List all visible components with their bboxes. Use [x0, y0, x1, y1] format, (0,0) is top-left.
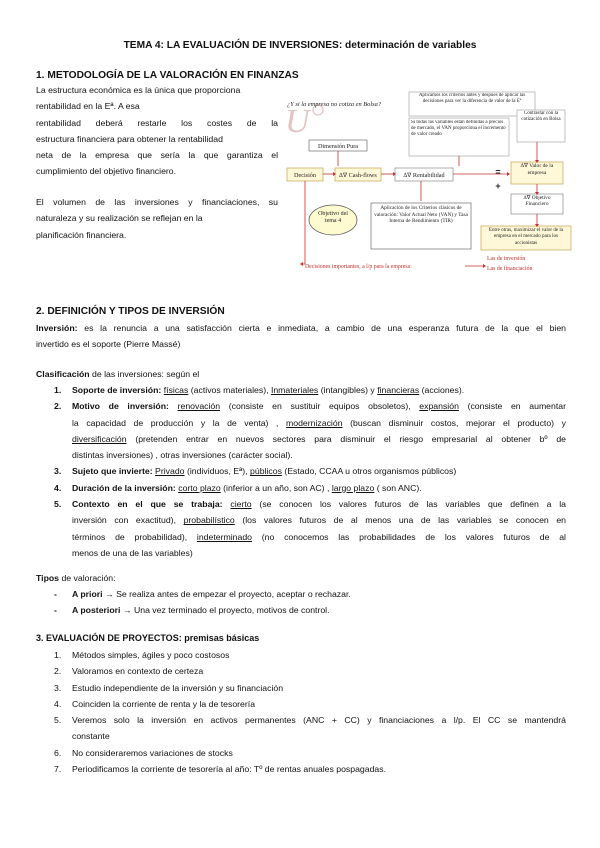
list-item: 4. Coinciden la corriente de renta y la de tesorería: [54, 698, 256, 709]
clasificacion-list: [54, 382, 566, 561]
watermark-logo: [285, 103, 323, 140]
financiacion-text: Las de financiación: [487, 266, 533, 272]
clasificacion-text: de las inversiones: según el: [92, 369, 200, 379]
list-item: 2. Motivo de inversión: renovación (consiste en sustituir equipos obsoletos), expansión (consiste en aumentar la capacidad de producción y la de venta) , modernización (buscan disminuir costos, mejorar el producto) y diversificación (pretenden entrar en nuevos sectores para disminuir el riesgo empresarial al obtener bº de distintas inversiones) , otras inversiones (carácter social).: [54, 401, 566, 461]
methodology-diagram: [285, 90, 575, 275]
page-title: TEMA 4: LA EVALUACIÓN DE INVERSIONES: determinación de variables: [123, 40, 477, 51]
decisiones-text: Decisiones importantes, a l/p para la empresa:: [305, 264, 412, 270]
s1-line: rentabilidad deberá restarle los costes de la: [36, 117, 278, 128]
top-box-text: Aplicamos los criterios antes y después de aplicar las decisiones para ver la diferencia de valor de la Eª: [418, 93, 526, 104]
question-text: ¿Y si la empresa no cotiza en Bolsa?: [287, 101, 382, 108]
section-1-paragraph: [36, 82, 278, 180]
s1-line: cumplimiento del objetivo financiero.: [36, 166, 177, 177]
list-item: 4. Duración de la inversión: corto plazo (inferior a un año, son AC) , largo plazo ( son ANC).: [54, 482, 422, 493]
list-item: 1. Soporte de inversión: físicas (activos materiales), Inmateriales (intangibles) y financieras (acciones).: [54, 385, 465, 395]
decision-box: Decisión: [294, 172, 316, 179]
svg-text:U: U: [285, 103, 310, 140]
s1-line: El volumen de las inversiones y financiaciones, su: [36, 197, 278, 207]
section-1-heading: 1. METODOLOGÍA DE LA VALORACIÓN EN FINANZAS: [36, 70, 299, 81]
inversion-label: Inversión:: [36, 323, 78, 333]
list-item: 7. Periodificamos la corriente de tesorería al año: Tº de rentas anuales pospagadas.: [54, 764, 387, 775]
inversion-text: Las de inversión: [487, 256, 526, 262]
list-item: 1. Métodos simples, ágiles y poco costosos: [54, 650, 230, 660]
tipos-intro: [36, 570, 566, 586]
plus-sign: +: [495, 181, 501, 191]
inversion-text: es la renuncia a una satisfacción cierta e inmediata, a cambio de una esperanza futura de la que el bien: [84, 323, 566, 333]
si-todas-text: Si todas las variables están definidas a precios de mercado, el VAN proporciona el incremento de valor creado: [411, 120, 506, 137]
objetivo-tema-text: Objetivo del tema 4: [318, 211, 348, 224]
s1-line: rentabilidad en la Eª. A esa: [36, 101, 140, 112]
s1-line: planificación financiera.: [36, 229, 127, 240]
list-item: 5. Veremos solo la inversión en activos permanentes (ANC + CC) y financiaciones a l/p. El CC se mantendrá constante: [54, 715, 566, 742]
section-2-heading: 2. DEFINICIÓN Y TIPOS DE INVERSIÓN: [36, 306, 225, 317]
s1-line: La estructura económica es la única que proporciona: [36, 85, 241, 95]
clasificacion-intro: [36, 366, 566, 382]
s1-line: naturaleza y su realización se reflejan en la: [36, 213, 203, 224]
premisas-list: [54, 647, 566, 777]
contrastar-text: Contrastar con la cotización en Bolsa: [521, 111, 561, 122]
inversion-definition: [36, 320, 566, 353]
list-item: 3. Estudio independiente de la inversión y su financiación: [54, 682, 284, 693]
section-1-paragraph-2: [36, 194, 278, 243]
rentabilidad-box: ∆∇ Rentabilidad: [403, 172, 445, 179]
cash-flows-box: ∆∇ Cash-flows: [339, 172, 377, 179]
list-item: - A priori → Se realiza antes de empezar el proyecto, aceptar o rechazar.: [54, 589, 351, 599]
list-item: 2. Valoramos en contexto de certeza: [54, 666, 204, 677]
list-item: - A posteriori → Una vez terminado el proyecto, motivos de control.: [54, 605, 330, 616]
objetivo-financiero-text: ∆∇ Objetivo Financiero: [523, 195, 551, 208]
s1-line: estructura financiera para obtener la rentabilidad: [36, 133, 223, 144]
tipos-text: de valoración:: [61, 573, 116, 583]
list-item: 6. No consideraremos variaciones de stocks: [54, 747, 233, 758]
dimension-pura: Dimensión Pura: [317, 143, 359, 150]
s1-line: neta de la empresa que sería la que garantiza el: [36, 150, 278, 161]
aplicacion-text: Aplicación de los Criterios clásicos de valoración: Valor Actual Neto (VAN) y Tasa Interna de Rendimiento (TIR): [374, 205, 468, 225]
tipos-list: [54, 586, 566, 619]
list-item: 5. Contexto en el que se trabaja: cierto (se conocen los valores futuros de las variables que definen a la inversión con exactitud), probabilístico (los valores futuros de al menos una de las variables se conocen en términos de probabilidad), indeterminado (no conocemos las probabilidades de los valores futuros de al menos de una de las variables): [54, 499, 566, 558]
clasificacion-label: Clasificación: [36, 369, 90, 379]
equals-sign: =: [495, 167, 501, 177]
section-3-heading: 3. EVALUACIÓN DE PROYECTOS: premisas básicas: [36, 633, 260, 643]
tipos-label: Tipos: [36, 573, 60, 583]
valor-empresa-text: ∆∇ Valor de la empresa: [520, 163, 554, 176]
inversion-text-2: invertido es el soporte (Pierre Massé): [36, 339, 181, 350]
list-item: 3. Sujeto que invierte: Privado (individuos, Eª), públicos (Estado, CCAA u otros organismos públicos): [54, 466, 457, 477]
entre-otras-text: Entre otras, maximizar el valor de la empresa en el mercado para los accionistas: [488, 227, 564, 246]
